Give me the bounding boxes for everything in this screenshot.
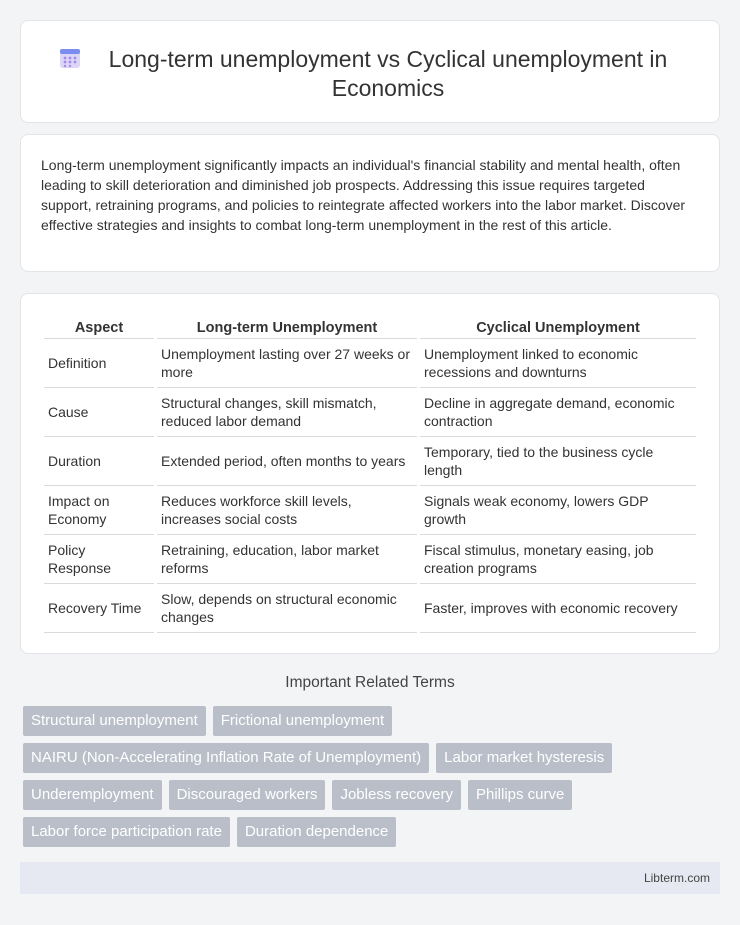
footer [20,862,720,894]
related-term-tag[interactable]: Duration dependence [237,817,396,847]
related-term-tag[interactable]: Labor force participation rate [23,817,230,847]
tag-row [23,706,683,736]
aspect-cell: Cause [44,388,154,437]
aspect-cell: Policy Response [44,535,154,584]
header-cyclical: Cyclical Unemployment [420,314,696,339]
related-term-tag[interactable]: Underemployment [23,780,162,810]
related-term-tag[interactable]: NAIRU (Non-Accelerating Inflation Rate of Unemployment) [23,743,429,773]
related-term-tag[interactable]: Discouraged workers [169,780,326,810]
comparison-table [41,314,699,633]
related-term-tag[interactable]: Structural unemployment [23,706,206,736]
tag-row [23,743,683,773]
table-row [44,584,696,633]
cyclical-cell: Fiscal stimulus, monetary easing, job creation programs [420,535,696,584]
aspect-cell: Duration [44,437,154,486]
intro-card [20,134,720,272]
long-term-cell: Extended period, often months to years [157,437,417,486]
aspect-cell: Impact on Economy [44,486,154,535]
footer-site-link[interactable]: Libterm.com [643,871,710,885]
related-term-tag[interactable]: Phillips curve [468,780,572,810]
cyclical-cell: Temporary, tied to the business cycle length [420,437,696,486]
table-row [44,437,696,486]
aspect-cell: Definition [44,339,154,388]
header-aspect: Aspect [44,314,154,339]
long-term-cell: Reduces workforce skill levels, increases social costs [157,486,417,535]
table-header-row [44,314,696,339]
tag-row [23,780,683,810]
related-terms-list [23,706,683,854]
table-row [44,388,696,437]
related-term-tag[interactable]: Frictional unemployment [213,706,392,736]
related-terms-heading: Important Related Terms [285,674,455,691]
related-term-tag[interactable]: Jobless recovery [332,780,461,810]
table-row [44,486,696,535]
tag-row [23,817,683,847]
long-term-cell: Retraining, education, labor market reforms [157,535,417,584]
table-row [44,535,696,584]
cyclical-cell: Signals weak economy, lowers GDP growth [420,486,696,535]
comparison-card [20,293,720,654]
page-title: Long-term unemployment vs Cyclical unemployment in Economics [108,46,668,101]
title-card [20,20,720,123]
table-row [44,339,696,388]
cyclical-cell: Faster, improves with economic recovery [420,584,696,633]
aspect-cell: Recovery Time [44,584,154,633]
long-term-cell: Slow, depends on structural economic changes [157,584,417,633]
related-term-tag[interactable]: Labor market hysteresis [436,743,612,773]
cyclical-cell: Unemployment linked to economic recessions and downturns [420,339,696,388]
long-term-cell: Structural changes, skill mismatch, reduced labor demand [157,388,417,437]
long-term-cell: Unemployment lasting over 27 weeks or more [157,339,417,388]
header-long-term: Long-term Unemployment [157,314,417,339]
intro-paragraph: Long-term unemployment significantly impacts an individual's financial stability and mental health, often leading to skill deterioration and diminished job prospects. Addressing this issue requires targeted support, retraining programs, and policies to reintegrate affected workers into the labor market. Discover effective strategies and insights to combat long-term unemployment in the rest of this article. [41,157,686,233]
cyclical-cell: Decline in aggregate demand, economic contraction [420,388,696,437]
